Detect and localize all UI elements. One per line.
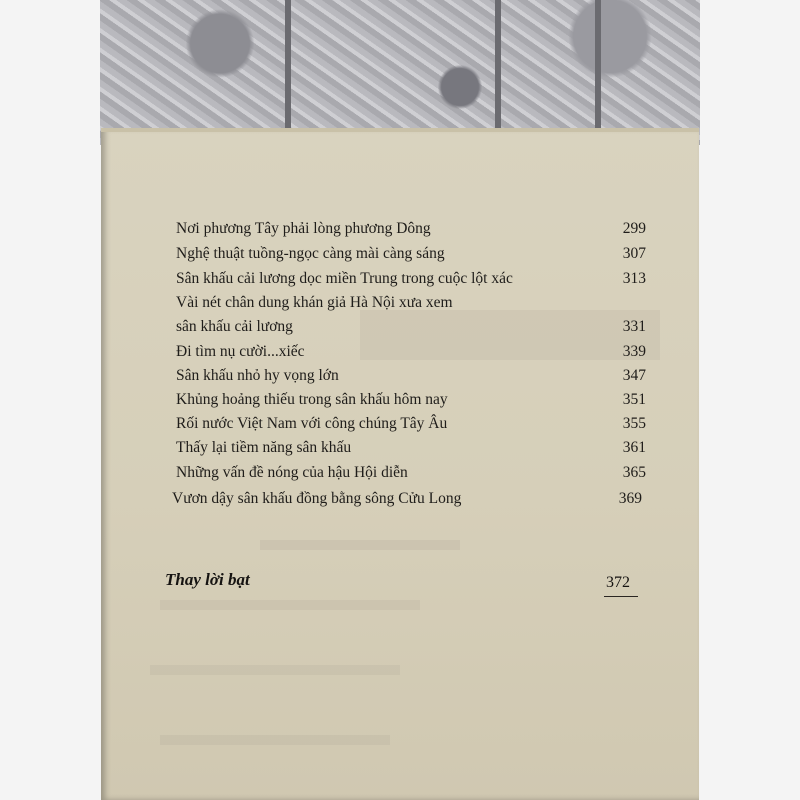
page-top-edge: [101, 128, 699, 132]
toc-entry-page: 355: [622, 415, 646, 432]
show-through-line: [260, 540, 460, 550]
toc-entry-title: Vươn dậy sân khấu đồng bằng sông Cửu Long: [172, 490, 462, 507]
toc-entry-page: 347: [622, 367, 646, 384]
toc-entry-title: Đi tìm nụ cười...xiếc: [176, 343, 305, 360]
toc-entry-title: sân khấu cải lương: [176, 318, 293, 335]
toc-entry-title: Sân khấu cải lương dọc miền Trung trong cuộc lột xác: [176, 270, 513, 287]
toc-entry: [176, 439, 646, 461]
toc-entry: [176, 343, 646, 365]
show-through-line: [160, 735, 390, 745]
toc-entry: [176, 318, 646, 340]
toc-entry-title: Nghệ thuật tuồng-ngọc càng mài càng sáng: [176, 245, 445, 262]
toc-entry-title: Khủng hoảng thiếu trong sân khấu hôm nay: [176, 391, 448, 408]
show-through-line: [160, 600, 420, 610]
toc-entry: [172, 490, 642, 512]
toc-entry-page: 307: [622, 245, 646, 262]
background-slat: [495, 0, 501, 145]
toc-entry-page: 299: [622, 220, 646, 237]
toc-entry: [176, 367, 646, 389]
toc-entry-page: 351: [622, 391, 646, 408]
toc-entry-page: 331: [622, 318, 646, 335]
toc-entry-page: 313: [622, 270, 646, 287]
toc-entry-title: Thấy lại tiềm năng sân khấu: [176, 439, 352, 456]
toc-entry: [176, 391, 646, 413]
toc-entry-page: 339: [622, 343, 646, 360]
toc-entry-title: Rối nước Việt Nam với công chúng Tây Âu: [176, 415, 448, 432]
toc-entry-page: 361: [622, 439, 646, 456]
toc-entry: [176, 220, 646, 242]
toc-entry-title: Nơi phương Tây phải lòng phương Dông: [176, 220, 431, 237]
toc-entry: [176, 245, 646, 267]
afterword-title: Thay lời bạt: [165, 570, 250, 589]
afterword-underline: [604, 596, 638, 597]
background-texture: [100, 0, 700, 145]
toc-entry-title: Những vấn đề nóng của hậu Hội diễn: [176, 464, 408, 481]
show-through-line: [150, 665, 400, 675]
toc-entry-title: Vài nét chân dung khán giả Hà Nội xưa xem: [176, 294, 453, 311]
toc-entry-page: 365: [622, 464, 646, 481]
toc-entry: [176, 270, 646, 292]
background-slat: [595, 0, 601, 145]
afterword-page: 372: [606, 574, 630, 591]
toc-entry-title: Sân khấu nhỏ hy vọng lớn: [176, 367, 339, 384]
background-slat: [285, 0, 291, 145]
toc-entry: [176, 294, 646, 316]
toc-entry: [176, 464, 646, 486]
toc-entry-page: 369: [618, 490, 642, 507]
toc-entry: [176, 415, 646, 437]
